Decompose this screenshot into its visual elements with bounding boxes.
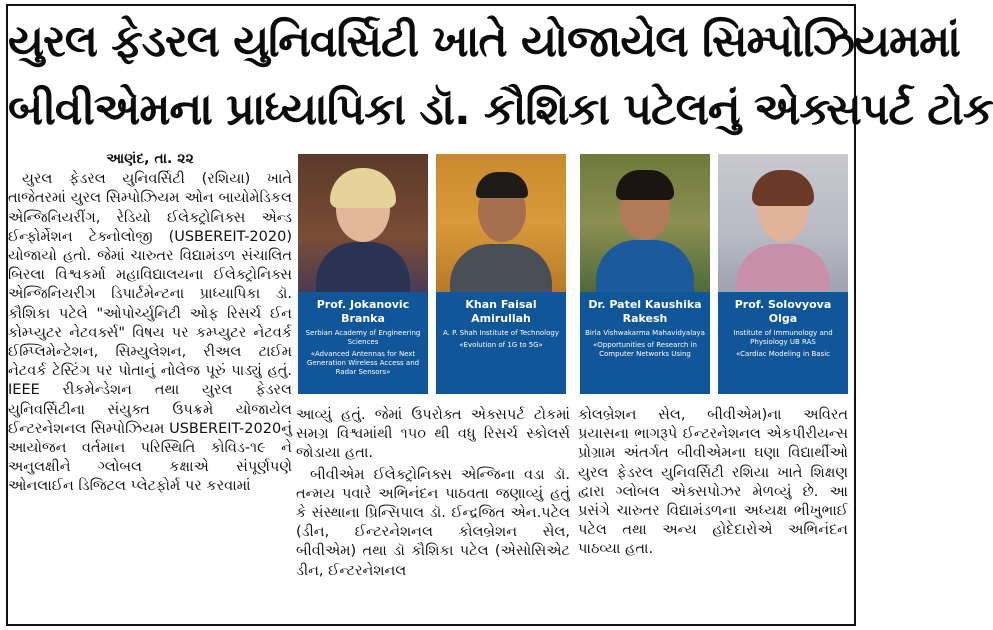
headline-line-1: યુરલ ફેડરલ યુનિવર્સિટી ખાતે યોજાયેલ સિમ્પોઝિયમમાં (8, 16, 960, 67)
column3-paragraph: કોલબ્રેશન સેલ, બીવીએમ)ના અવિરત પ્રયાસના ભાગરૂપે ઈન્ટરનેશનલ એકપીરીયન્સ પ્રોગ્રામ અંતર્ગત બીવીએમના ઘણા વિદ્યાર્થીઓ યુરલ ફેડરલ યુનિવર્સિટી રશિયા ખાતે શિક્ષણ દ્વારા ગ્લોબલ એક્સપોઝર મેળવ્યું છે. આ પ્રસંગે ચારુતર વિદ્યામંડળના અધ્યક્ષ ભીખુભાઈ પટેલ તથા અન્ય હોદેદારોએ અભિનંદન પાઠવ્યા હતા. (578, 407, 848, 558)
speaker-caption (580, 292, 710, 394)
speaker-caption (298, 292, 428, 394)
speaker-portrait (718, 154, 848, 292)
dateline: આણંદ, તા. ૨૨ (106, 151, 194, 167)
speaker-photo-1 (298, 154, 428, 394)
column2-paragraph: બીવીએમ ઈલેક્ટ્રોનિક્સ એન્જિના વડા ડૉ. તન્મય પવારે અભિનંદન પાઠવતા જણાવ્યું હતું કે સંસ્થાના પ્રિન્સિપાલ ડૉ. ઈન્દ્રજિત એન.પટેલ (ડીન, ઈન્ટરનેશનલ કોલબ્રેશન સેલ, બીવીએમ) તથા ડૉ કૌશિકા પટેલ (એસોસિએટ ડીન, ઈન્ટરનેશનલ (296, 466, 570, 579)
speaker-institute: Serbian Academy of Engineering Sciences (305, 329, 421, 346)
speaker-name: Prof. Solovyova Olga (734, 298, 832, 325)
column2-paragraph: આવ્યું હતું. જેમાં ઉપરોક્ત એક્સપર્ટ ટોકમાં સમગ્ર વિશ્વમાંથી ૧૫૦ થી વધુ રિસર્ચ સ્કોલર્સ જોડાયા હતા. (296, 407, 570, 462)
speaker-name: Dr. Patel Kaushika Rakesh (588, 298, 702, 325)
speaker-talk: «Cardiac Modeling in Basic (735, 350, 831, 358)
speaker-photo-3 (580, 154, 710, 394)
speaker-talk: «Evolution of 1G to 5G» (459, 341, 543, 349)
speaker-portrait (298, 154, 428, 292)
speaker-portrait (436, 154, 566, 292)
speaker-photo-2 (436, 154, 566, 394)
speaker-photo-4 (718, 154, 848, 394)
article-column-2 (296, 406, 570, 612)
headline-line-2: બીવીએમના પ્રાધ્યાપિકા ડૉ. કૌશિકા પટેલનું એક્સપર્ટ ટોક (8, 84, 993, 135)
speaker-institute: Institute of Immunology and Physiology UB RAS (733, 329, 833, 346)
article-column-1 (8, 150, 292, 612)
speaker-name: Prof. Jokanovic Branka (316, 298, 410, 325)
speaker-portrait (580, 154, 710, 292)
speaker-talk: «Advanced Antennas for Next Generation Wireless Access and Radar Sensors» (306, 350, 420, 376)
speaker-caption (718, 292, 848, 394)
speaker-institute: Birla Vishwakarma Mahavidyalaya (585, 329, 705, 337)
speaker-talk: «Opportunities of Research in Computer Networks Using (593, 341, 697, 358)
article-column-3 (578, 406, 848, 612)
speaker-name: Khan Faisal Amirullah (465, 298, 537, 325)
speaker-caption (436, 292, 566, 394)
speaker-institute: A. P. Shah Institute of Technology (442, 329, 559, 337)
column1-paragraph: યુરલ ફેડરલ યુનિવર્સિટી (રશિયા) ખાતે તાજેતરમાં યુરલ સિમ્પોઝિયમ ઓન બાયોમેડિકલ એન્જિનિયરીંગ, રેડિયો ઈલેક્ટ્રોનિક્સ એન્ડ ઈન્ફોર્મેશન ટેક્નોલોજી (USBEREIT-2020) યોજાયો હતો. જેમાં ચારુતર વિદ્યામંડળ સંચાલિત બિરલા વિશ્વકર્મા મહાવિદ્યાલયના ઈલેક્ટ્રોનિક્સ એન્જિનિયરીગ ડિપાર્ટમેન્ટના પ્રાધ્યાપિકા ડૉ. કૌશિકા પટેલે "ઓપોર્ચ્યુનિટી ઓફ રિસર્ચ ઈન કોમ્પ્યુટર નેટવર્ક્સ" વિષય પર કમ્પ્યુટર નેટવર્ક ઈમ્પ્લિમેન્ટેશન, સિમ્યુલેશન, રીઅલ ટાઈમ નેટવર્ક ટેસ્ટિંગ પર પોતાનું નોલેજ પૂરું પાડ્યું હતું. IEEE રીકમેન્ડેશન તથા યુરલ ફેડરલ યુનિવર્સિટીના સંયુક્ત ઉપક્રમે યોજાયેલ ઈન્ટરનેશનલ સિમ્પોઝિયમ USBEREIT-2020નું આયોજન વર્તમાન પરિસ્થિતિ કોવિડ-૧૯ ને અનુલક્ષીને ગ્લોબલ કક્ષાએ સંપૂર્ણપણે ઓનલાઈન ડિજિટલ પ્લેટફોર્મ પર કરવામાં (8, 171, 292, 495)
